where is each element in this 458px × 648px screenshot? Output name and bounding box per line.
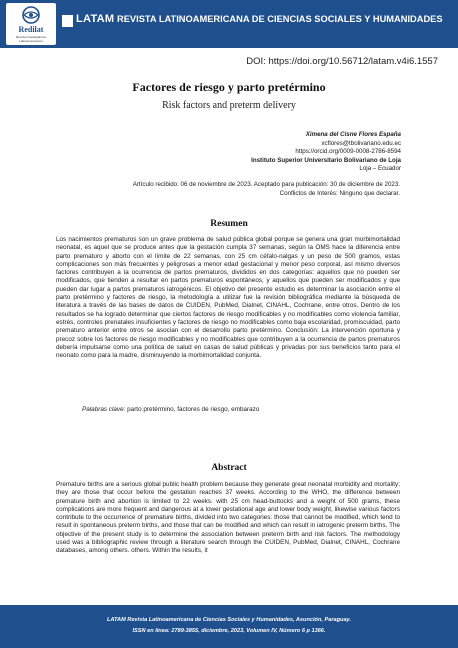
author-name: Ximena del Cisne Flores España (305, 131, 401, 138)
author-email[interactable]: xcflores@tbolivariano.edu.ec (321, 139, 401, 147)
resumen-text: Los nacimientos prematuros son un grave problema de salud pública global porque se genera una gran morbimortalidad neonatal, es aquel que se produce antes que la gestación cumpla 37 semanas, según la OMS hace la diferencia entre parto prematuro y aborto con el límite de 22 semanas, con 25 cm céfalo-nalgas y un peso de 500 gramos, estas complicaciones son más frecuentes y peligrosas a menor edad gestacional y menor peso corporal, así mismo diversos factores contribuyen a la ocurrencia de partos prematuros, divididos en dos categorías: aquellos que no pueden ser modificados, que tienden a resultar en partos prematuros espontáneos, y aquellos que pueden ser modificados y que pueden dar lugar a partos prematuros iatrogénicos. El objetivo del presente estudio es determinar la asociación entre el parto pretérmino y factores de riesgo, la metodología a utilizar fue la revisión bibliográfica mediante la búsqueda de literatura a través de las bases de datos de CUIDEN, PubMed, Dialnet, CINAHL, Cochrane, entre otros. Dentro de los resultados se ha logrado determinar que ciertos factores de riesgo modificables y no modificables como violencia familiar, estrés, controles prenatales insuficientes y factores de riesgo no modificables como baja escolaridad, promiscuidad, parto prematuro anterior entre otros se asocian con el desarrollo parto pretérmino. Conclusión: La intervención oportuna y precoz sobre los factores de riesgo modificables y no modificables que contribuyen a la ocurrencia de partos prematuros debería impulsarse como una política de salud en casas de salud públicas y privadas por sus beneficios tanto para el neonato como para la madre, disminuyendo la morbimortalidad conjunta. (56, 236, 400, 360)
author-info (251, 131, 401, 174)
keywords-line (82, 406, 259, 413)
received-accepted-dates: Artículo recibido: 06 de noviembre de 2023. Aceptado para publicación: 30 de diciembre de 2023. (132, 181, 400, 188)
latam-brand: LATAM (76, 13, 115, 25)
redilat-globe-icon (21, 5, 41, 25)
article-subtitle: Risk factors and preterm delivery (162, 100, 296, 111)
logo-name: Redilat (18, 25, 44, 34)
doi-link[interactable]: DOI: https://doi.org/10.56712/latam.v4i6.1557 (246, 56, 438, 67)
author-location: Loja – Ecuador (359, 165, 401, 172)
keywords-values: parto pretérmino, factores de riesgo, embarazo (127, 406, 260, 413)
logo-subtitle: Red de Investigadores Latinoamericanos (15, 35, 47, 43)
author-orcid[interactable]: https://orcid.org/0009-0008-2786-8594 (295, 148, 401, 155)
journal-name: REVISTA LATINOAMERICANA DE CIENCIAS SOCIALES Y HUMANIDADES (117, 14, 443, 24)
journal-header-banner (0, 0, 458, 48)
redilat-logo (6, 3, 56, 45)
resumen-heading: Resumen (210, 219, 248, 229)
footer-journal-line: LATAM Revista Latinoamericana de Ciencias Sociales y Humanidades, Asunción, Paraguay. (106, 617, 352, 623)
latam-flag-icon (62, 15, 73, 27)
footer-issn-line: ISSN en línea: 2789-3855, diciembre, 2023, Volumen IV, Número 6 p 1366. (132, 628, 326, 634)
conflicts-of-interest: Conflictos de Interés: Ninguno que declarar. (279, 189, 400, 197)
keywords-label: Palabras clave: (82, 406, 126, 413)
journal-footer-banner (0, 605, 458, 648)
article-title: Factores de riesgo y parto pretérmino (132, 80, 326, 94)
author-institution: Instituto Superior Universitario Bolivariano de Loja (251, 156, 401, 164)
publication-dates (90, 181, 400, 198)
abstract-text: Premature births are a serious global public health problem because they generate great neonatal morbidity and mortality; they are those that occur before the gestation reaches 37 weeks. According to the WHO, the difference between premature birth and abortion is limited to 22 weeks. with 25 cm head-buttocks and a weight of 500 grams, these complications are more frequent and dangerous at a lower gestational age and lower body weight, likewise various factors contribute to the occurrence of premature births, divided into two categories: those that cannot be modified, which tend to result in spontaneous preterm births, and those that can be modified and which can result in iatrogenic preterm births. The objective of the present study is to determine the association between preterm birth and risk factors. The methodology used was a bibliographic review through a literature search through the CUIDEN, PubMed, Dialnet, CINAHL, Cochrane databases, among others. others. Within the results, it (56, 481, 400, 555)
abstract-heading: Abstract (211, 463, 247, 473)
